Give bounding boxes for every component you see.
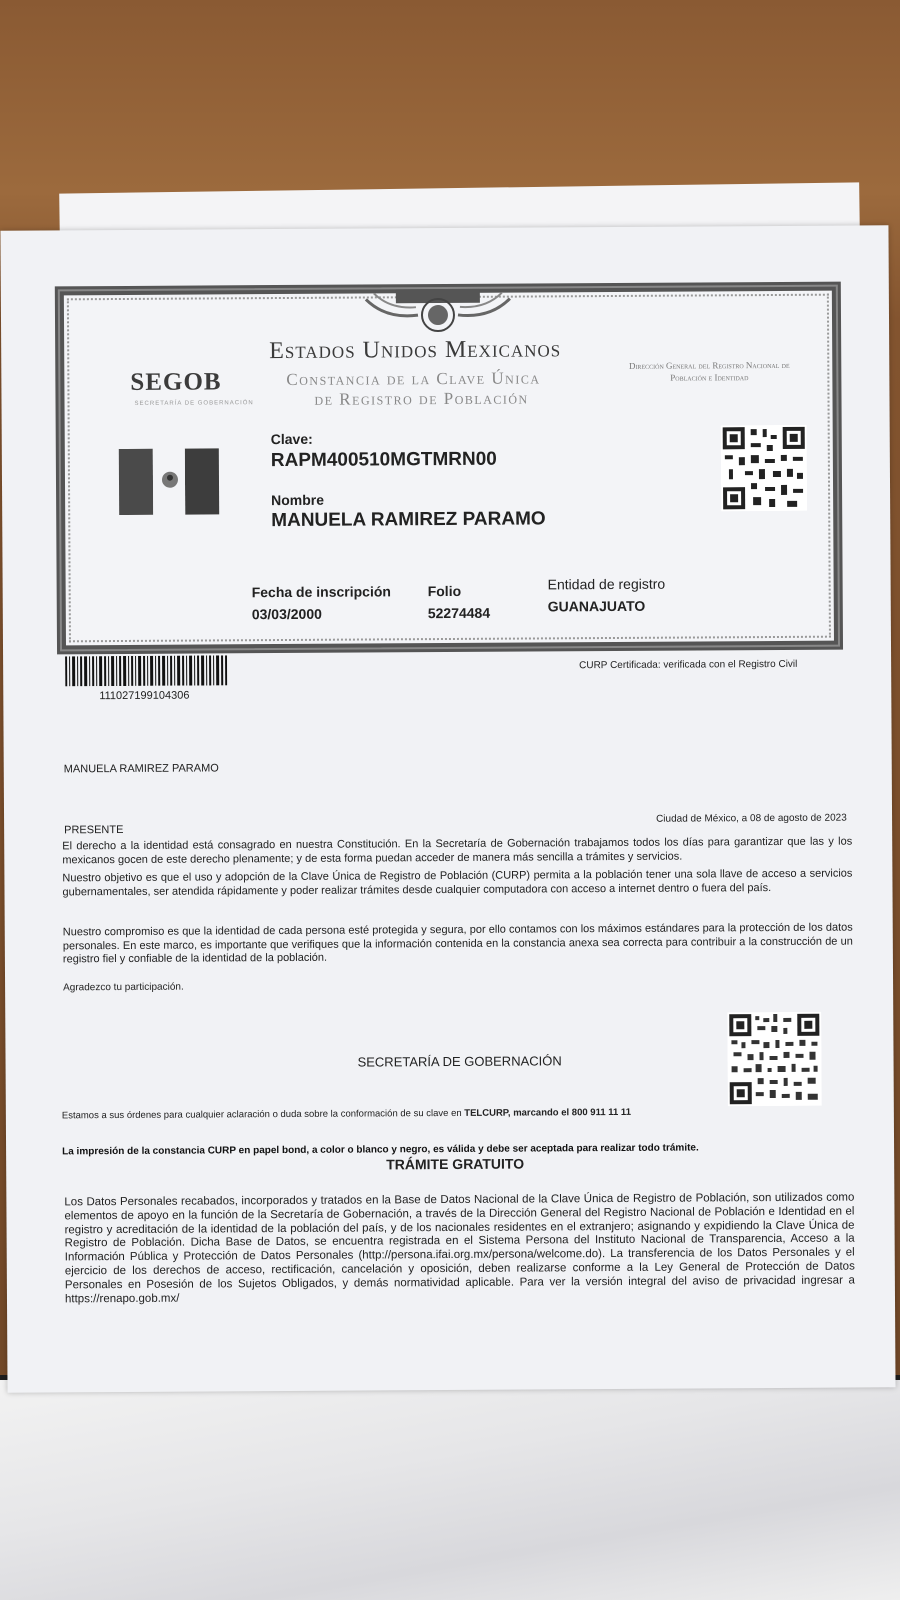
- fecha-value: 03/03/2000: [251, 605, 322, 623]
- document-title-line1: Constancia de la Clave Única: [286, 368, 541, 389]
- tramite-gratuito: TRÁMITE GRATUITO: [386, 1155, 525, 1173]
- country-title: Estados Unidos Mexicanos: [269, 336, 562, 365]
- paragraph-3: Nuestro compromiso es que la identidad de cada persona esté protegida y segura, por ello contamos con los máximos estándares para la protección de los datos personales. En este marco, es importante que verifiques que la información contenida en la constancia anexa sea correcta para contribuir a la construcción de un registro fiel y confiable de la identidad de la población.: [62, 921, 853, 966]
- barcode-icon: [65, 655, 227, 686]
- contact-line: [62, 1107, 631, 1121]
- qr-code-icon: [721, 425, 808, 512]
- white-cloth: [0, 1380, 900, 1600]
- paragraph-2: Nuestro objetivo es que el uso y adopción de la Clave Única de Registro de Población (CURP) permita a la población tener una sola llave de acceso a servicios gubernamentales, ser atendida rápidamente y poder realizar trámites desde cualquier computadora con acceso a internet dentro o fuera del país.: [62, 867, 853, 898]
- clave-label: Clave:: [270, 430, 313, 448]
- thanks-line: Agradezco tu participación.: [63, 981, 184, 994]
- folio-label: Folio: [427, 582, 462, 600]
- certified-note: CURP Certificada: verificada con el Registro Civil: [579, 658, 798, 672]
- segob-logo: SEGOB: [130, 368, 222, 396]
- clave-value: RAPM400510MGTMRN00: [270, 448, 497, 472]
- presente: PRESENTE: [64, 823, 124, 837]
- barcode-number: 111027199104306: [99, 689, 190, 703]
- telcurp-number: TELCURP, marcando el 800 911 11 11: [464, 1106, 631, 1119]
- place-date: Ciudad de México, a 08 de agosto de 2023: [656, 812, 847, 825]
- qr-code-icon: [727, 1012, 822, 1107]
- folio-value: 52274484: [427, 604, 491, 622]
- print-validity-note: La impresión de la constancia CURP en papel bond, a color o blanco y negro, es válida y debe ser aceptada para realizar todo trámite.: [62, 1142, 699, 1158]
- privacy-notice: Los Datos Personales recabados, incorporados y tratados en la Base de Datos Nacional de la Clave Única de Registro de Población, son utilizados como elementos de apoyo en la función de la Secretaría de Gobernación, a través de la Dirección General del Registro Nacional de Población e Identidad en el registro y acreditación de la identidad de la población del país, y de los nacionales residentes en el extranjero; asignando y expidiendo la Clave Única de Registro de Población. Dicha Base de Datos, se encuentra registrada en el Sistema Persona del Instituto Nacional de Transparencia, Acceso a la Información Pública y Protección de Datos Personales (http://persona.ifai.org.mx/persona/welcome.do). La transferencia de los Datos Personales y el ejercicio de los derechos de acceso, rectificación, cancelación y oposición, deben realizarse conforme a la Ley General de Protección de Datos Personales en Posesión de los Sujetos Obligados, y demás normatividad aplicable. Para ver la versión integral del aviso de privacidad ingresar a https://renapo.gob.mx/: [64, 1191, 855, 1305]
- recipient-name: MANUELA RAMIREZ PARAMO: [63, 762, 219, 776]
- segob-subtitle: SECRETARÍA DE GOBERNACIÓN: [134, 400, 254, 407]
- national-crest-icon: [356, 289, 520, 336]
- nombre-label: Nombre: [271, 491, 325, 509]
- curp-document: [0, 225, 895, 1392]
- contact-text: Estamos a sus órdenes para cualquier aclaración o duda sobre la conformación de su clave en: [61, 1107, 465, 1122]
- certificate-frame: [55, 282, 843, 655]
- mexican-flag-icon: [119, 448, 219, 515]
- entidad-label: Entidad de registro: [547, 575, 666, 593]
- signature-secretaria: SECRETARÍA DE GOBERNACIÓN: [357, 1053, 562, 1070]
- nombre-value: MANUELA RAMIREZ PARAMO: [271, 508, 546, 532]
- paragraph-1: El derecho a la identidad está consagrado en nuestra Constitución. En la Secretaría de Gobernación trabajamos todos los días para garantizar que las y los mexicanos gocen de este derecho plenamente; y de esta forma puedan acceder de manera más sencilla a trámites y servicios.: [62, 835, 853, 866]
- agency-name: Dirección General del Registro Nacional de Población e Identidad: [628, 359, 790, 383]
- entidad-value: GUANAJUATO: [547, 597, 646, 615]
- document-title-line2: de Registro de Población: [314, 388, 529, 409]
- fecha-label: Fecha de inscripción: [251, 583, 391, 601]
